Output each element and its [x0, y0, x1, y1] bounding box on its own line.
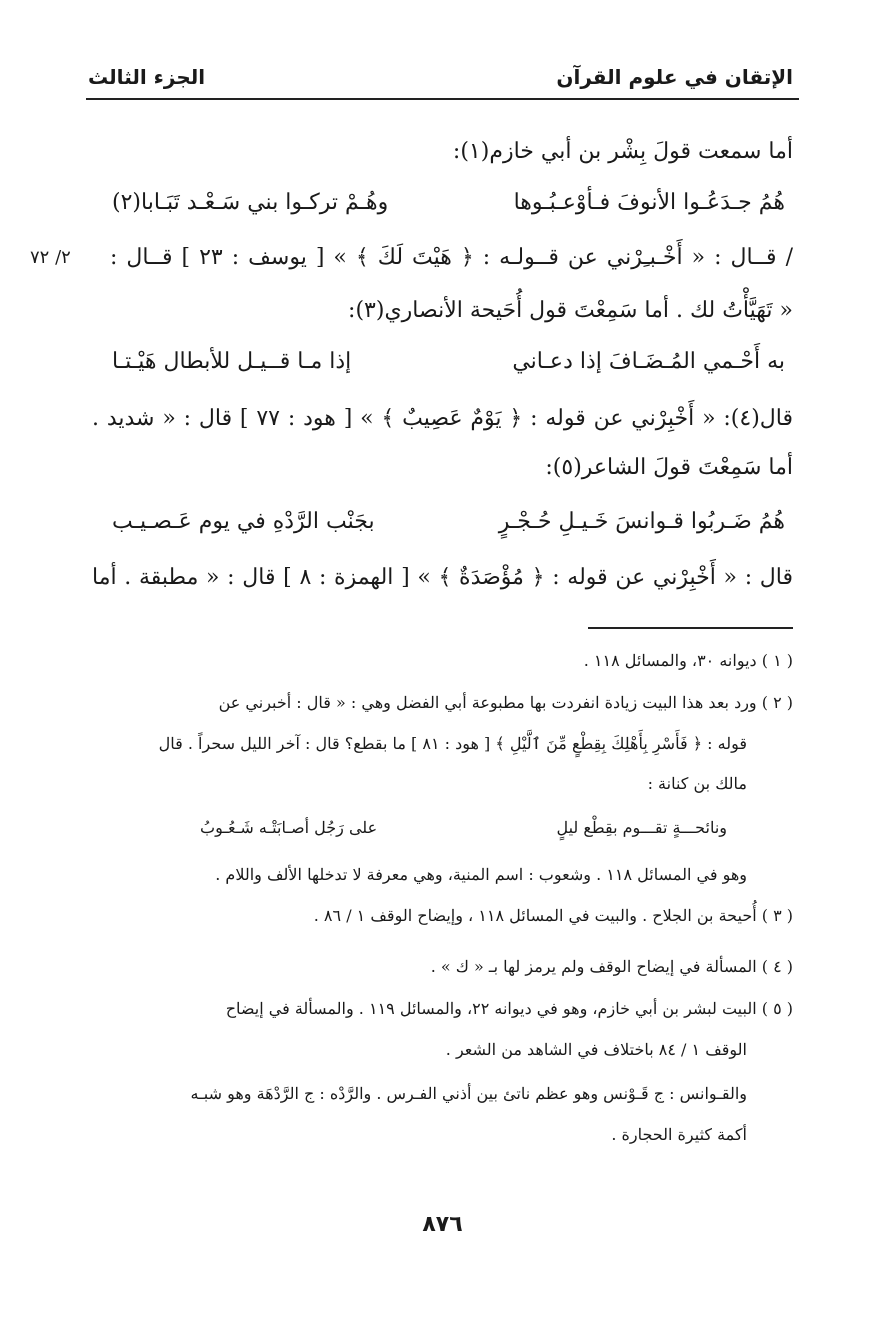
verse-3-second-hemistich: بجَنْب الرَّدْهِ في يوم عَـصـيـب — [112, 509, 375, 534]
text-line-4: قال(٤): « أَخْبِرْني عن قوله : ﴿ يَوْمٌ عَصِيبٌ ﴾ » [ هود : ٧٧ ] قال : « شديد . — [92, 406, 794, 431]
margin-page-reference: ٢/ ٧٢ — [30, 247, 71, 268]
page-number: ٨٧٦ — [422, 1212, 463, 1237]
verse-2 — [112, 347, 785, 377]
verse-2-first-hemistich: به أَحْـمي المُـضَـافَ إذا دعـاني — [512, 349, 785, 374]
volume-label: الجزء الثالث — [88, 65, 206, 89]
footnote-2-verse — [200, 815, 727, 841]
footnote-rule — [588, 627, 793, 629]
footnote-2-line-2: قوله : ﴿ فَأَسْرِ بِأَهْلِكَ بِقِطْعٍ مِّنَ ٱلَّيْلِ ﴾ [ هود : ٨١ ] ما بقطع؟ قال : آخر الليل سحراً . قال — [158, 734, 747, 753]
footnote-3: ( ٣ ) أُحيحة بن الجلاح . والبيت في المسائل ١١٨ ، وإيضاح الوقف ١ / ٨٦ . — [313, 906, 793, 925]
footnote-5-line-4: أكمة كثيرة الحجارة . — [611, 1125, 747, 1144]
footnote-2-line-1: ( ٢ ) ورد بعد هذا البيت زيادة انفردت بها مطبوعة أبي الفضل وهي : « قال : أخبرني عن — [218, 693, 793, 712]
verse-1-first-hemistich: هُمُ جـدَعُـوا الأنوفَ فـأوْعـبُـوها — [513, 190, 785, 215]
footnote-2-verse-first: ونائحـــةٍ تقـــوم بقِطْع ليلٍ — [556, 818, 727, 837]
footnote-5-line-3: والقـوانس : ج قَـوْنس وهو عظم ناتئ بين أذني الفـرس . والرَّدْه : ج الرَّدْهَة وهو شبـه — [190, 1084, 747, 1103]
footnote-1: ( ١ ) ديوانه ٣٠، والمسائل ١١٨ . — [583, 651, 793, 670]
text-line-1: أما سمعت قولَ بِشْر بن أبي خازم(١): — [452, 139, 793, 164]
running-header — [88, 62, 793, 92]
text-line-2: / قــال : « أَخْـبـِرْني عن قــولـه : ﴿ هَيْتَ لَكَ ﴾ » [ يوسف : ٢٣ ] قــال : — [110, 245, 793, 270]
book-title: الإتقان في علوم القرآن — [556, 65, 793, 89]
header-rule — [86, 98, 799, 100]
text-line-6: قال : « أَخْبِرْني عن قوله : ﴿ مُؤْصَدَةٌ ﴾ » [ الهمزة : ٨ ] قال : « مطبقة . أما — [92, 565, 793, 590]
verse-2-second-hemistich: إذا مـا قــيـل للأبطال هَيْـتـا — [112, 349, 352, 374]
footnote-2-verse-second: على رَجُل أصـابَتْـه شَـعُـوبُ — [200, 818, 378, 837]
footnote-5-line-2: الوقف ١ / ٨٤ باختلاف في الشاهد من الشعر . — [445, 1040, 747, 1059]
text-line-5: أما سَمِعْتَ قولَ الشاعر(٥): — [545, 455, 793, 480]
footnote-5-line-1: ( ٥ ) البيت لبشر بن أبي خازم، وهو في ديوانه ٢٢، والمسائل ١١٩ . والمسألة في إيضاح — [225, 999, 793, 1018]
footnote-2-line-3: مالك بن كنانة : — [647, 774, 747, 793]
verse-1 — [112, 188, 785, 218]
verse-3-first-hemistich: هُمُ ضَـربُوا قـوانسَ خَـيـلِ حُـجْـرٍ — [498, 509, 785, 534]
text-line-3: « تَهَيَّأْتُ لك . أما سَمِعْتَ قول أُحَيحة الأنصاري(٣): — [348, 298, 793, 323]
verse-3 — [112, 507, 785, 537]
footnote-4: ( ٤ ) المسألة في إيضاح الوقف ولم يرمز لها بـ « ك » . — [430, 957, 793, 976]
footnote-2-line-4: وهو في المسائل ١١٨ . وشعوب : اسم المنية، وهي معرفة لا تدخلها الألف واللام . — [215, 865, 747, 884]
verse-1-second-hemistich: وهُـمْ تركـوا بني سَـعْـد تَبَـابا(٢) — [112, 190, 389, 215]
